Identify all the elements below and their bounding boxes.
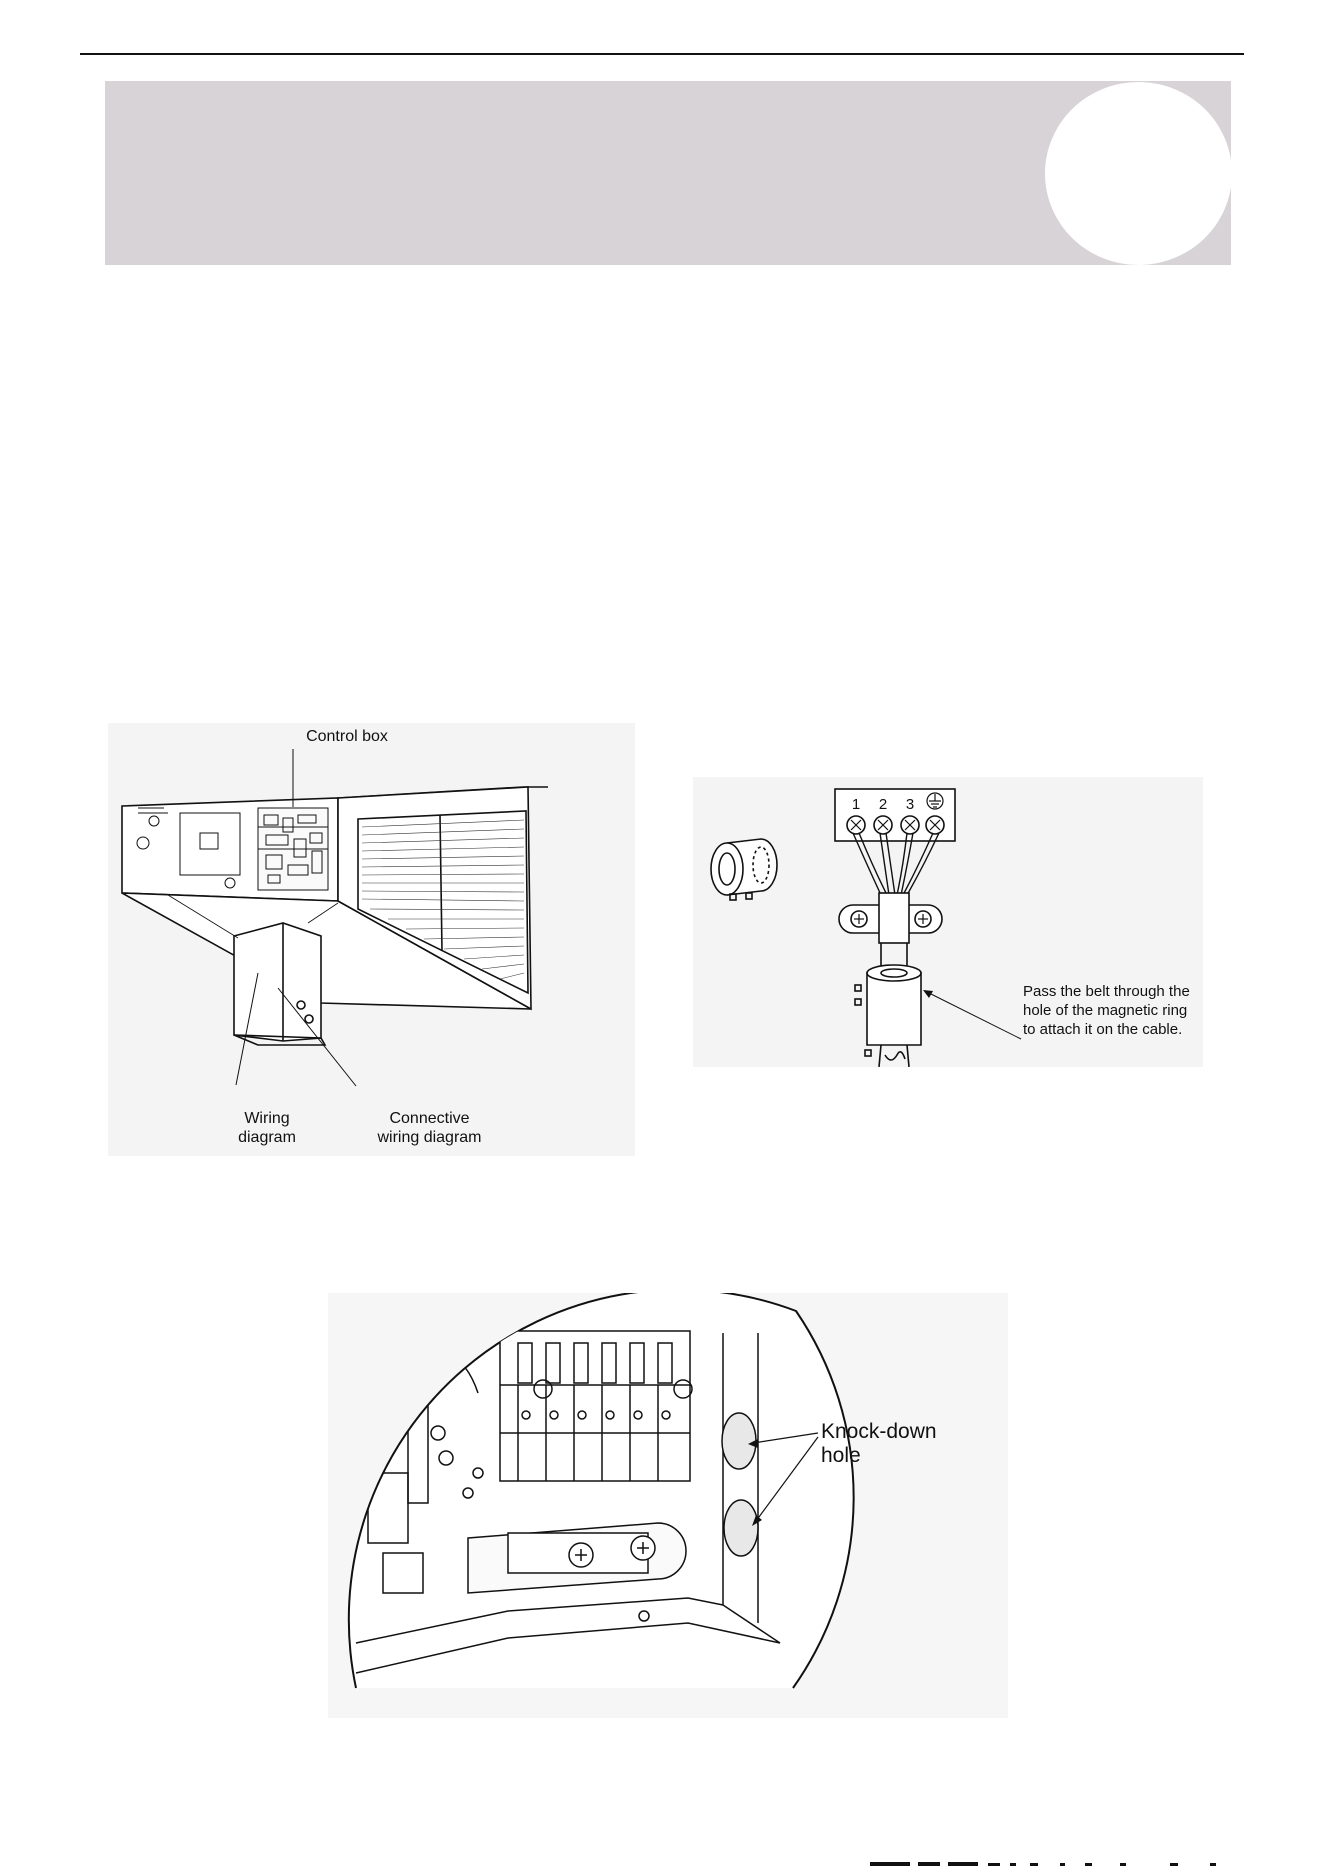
terminal-label-2: 2 — [878, 796, 888, 813]
terminal-label-1: 1 — [851, 796, 861, 813]
connective-label-line1: Connective — [389, 1110, 470, 1127]
wiring-diagram-label-line2: diagram — [238, 1129, 296, 1146]
knockdown-hole-figure — [328, 1293, 1008, 1718]
note-line-3: to attach it on the cable. — [1023, 1021, 1183, 1038]
wiring-diagram-label — [222, 1109, 312, 1147]
top-rule — [80, 53, 1244, 55]
control-box-label: Control box — [306, 728, 388, 745]
header-circle — [1045, 82, 1232, 265]
connective-label-line2: wiring diagram — [377, 1129, 482, 1146]
note-line-1: Pass the belt through the — [1023, 983, 1190, 1000]
connective-wiring-diagram-label — [367, 1109, 492, 1147]
terminal-label-3: 3 — [905, 796, 915, 813]
bottom-decoration — [870, 1862, 1250, 1868]
note-line-2: hole of the magnetic ring — [1023, 1002, 1188, 1019]
earth-ground-icon — [927, 793, 943, 809]
wiring-diagram-label-line1: Wiring — [244, 1110, 290, 1127]
knockdown-hole-label — [821, 1420, 941, 1468]
magnetic-ring-note — [1023, 982, 1203, 1039]
knockdown-label-line2: hole — [821, 1444, 861, 1467]
unit-control-box-figure — [108, 723, 635, 1156]
knockdown-label-line1: Knock-down — [821, 1420, 937, 1443]
